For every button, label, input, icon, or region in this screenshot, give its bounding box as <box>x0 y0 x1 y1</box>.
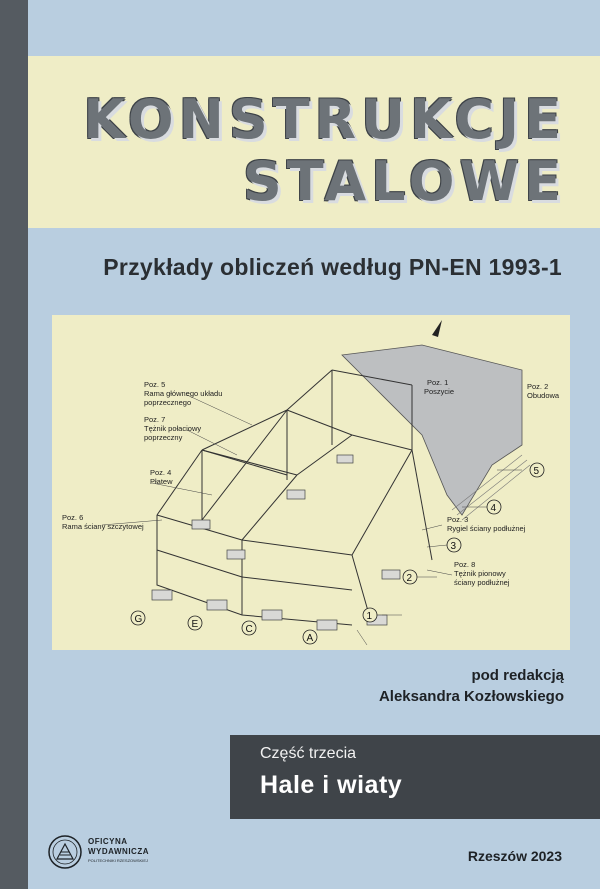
publisher-name-3: POLITECHNIKI RZESZOWSKIEJ <box>88 858 149 863</box>
editor-block <box>379 667 564 705</box>
label-poz7: Poz. 7 <box>144 415 166 424</box>
label-poz8-desc-2: ściany podłużnej <box>454 578 510 587</box>
label-poz2: Poz. 2 <box>527 382 549 391</box>
label-poz5: Poz. 5 <box>144 380 166 389</box>
label-poz3-desc: Rygiel ściany podłużnej <box>447 524 526 533</box>
top-strip <box>0 0 600 56</box>
part-label: Część trzecia <box>260 745 357 762</box>
axis-A: A <box>306 633 314 644</box>
publisher-logo-icon <box>48 835 82 869</box>
axis-2: 2 <box>406 573 413 584</box>
publisher-block <box>48 833 168 873</box>
label-poz1-desc: Poszycie <box>424 387 455 396</box>
label-poz4: Poz. 4 <box>150 468 172 477</box>
axis-1: 1 <box>366 611 373 622</box>
north-arrow-icon <box>432 320 442 337</box>
title-line-2: STALOWE <box>242 150 566 213</box>
label-poz6: Poz. 6 <box>62 513 84 522</box>
publisher-name-1: OFICYNA <box>88 837 128 846</box>
label-poz4-desc: Płatew <box>150 477 173 486</box>
place-year: Rzeszów 2023 <box>467 848 562 864</box>
editor-name: Aleksandra Kozłowskiego <box>378 688 564 705</box>
axis-C: C <box>245 624 253 635</box>
steel-hall-illustration <box>52 315 570 650</box>
label-poz7-desc-2: poprzeczny <box>144 433 183 442</box>
label-poz1: Poz. 1 <box>427 378 449 387</box>
axis-4: 4 <box>490 503 497 514</box>
label-poz5-desc-1: Rama głównego układu <box>144 389 223 398</box>
label-poz8-desc-1: Tężnik pionowy <box>454 569 506 578</box>
label-poz2-desc: Obudowa <box>527 391 560 400</box>
left-strip <box>0 0 28 889</box>
title-line-1: KONSTRUKCJE <box>83 88 566 151</box>
label-poz3: Poz. 3 <box>447 515 469 524</box>
part-band <box>230 735 600 819</box>
footings <box>152 455 400 630</box>
part-title: Hale i wiaty <box>260 771 403 799</box>
label-poz7-desc-1: Tężnik połaciowy <box>144 424 202 433</box>
editor-label: pod redakcją <box>471 667 564 684</box>
axis-markers-letters <box>131 611 317 644</box>
axis-G: G <box>134 614 143 625</box>
axis-5: 5 <box>533 466 540 477</box>
cladding-panel <box>342 345 522 515</box>
steel-hall-drawing <box>52 315 570 650</box>
publisher-name-2: WYDAWNICZA <box>88 847 149 856</box>
axis-E: E <box>191 619 199 630</box>
axis-3: 3 <box>450 541 457 552</box>
label-poz8: Poz. 8 <box>454 560 476 569</box>
label-poz6-desc: Rama ściany szczytowej <box>62 522 144 531</box>
subtitle: Przykłady obliczeń według PN-EN 1993-1 <box>103 254 562 280</box>
label-poz5-desc-2: poprzecznego <box>144 398 192 407</box>
